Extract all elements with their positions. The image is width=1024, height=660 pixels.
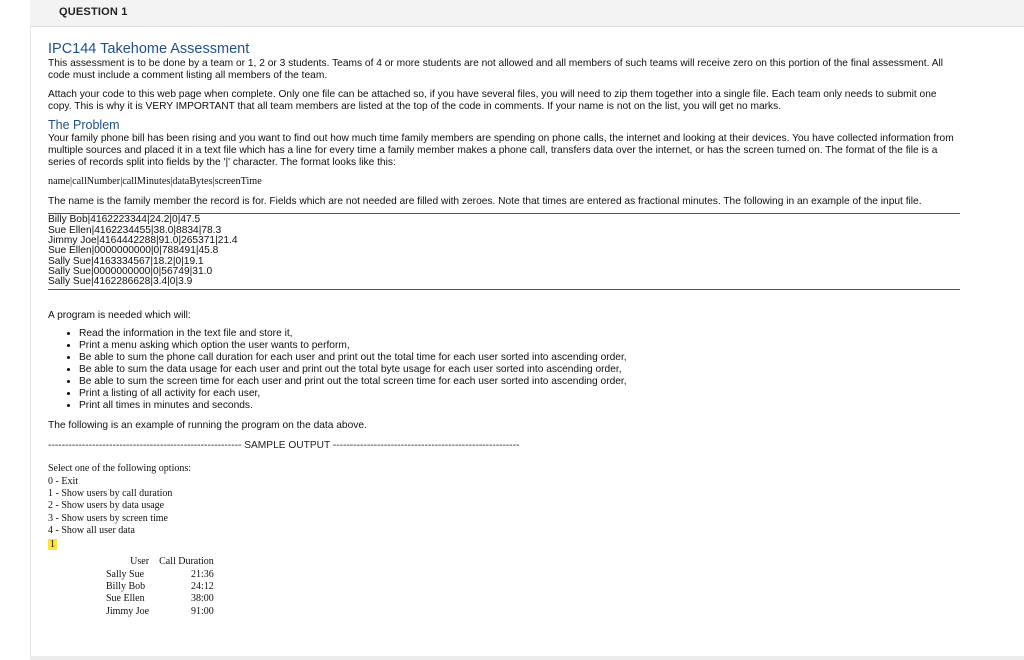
sample-output-separator: --------------------------------------------------------- SAMPLE OUTPUT ------------------------------------------------------- [48, 439, 520, 451]
intro-paragraph-2: Attach your code to this web page when complete. Only one file can be attached so, if you have several files, you will need to zip them together into a single file. Each team only needs to submit one copy. This is why it is VERY IMPORTANT that all team members are listed at the top of the code in comments. If your name is not on the list, you will get no marks. [48, 89, 937, 112]
data-line: Sally Sue|4163334567|18.2|0|19.1 [48, 255, 204, 267]
table-row [106, 581, 224, 593]
panel-border [30, 26, 31, 660]
question-label: QUESTION 1 [59, 6, 128, 18]
program-intro: A program is needed which will: [48, 310, 191, 322]
requirements-list [48, 328, 960, 412]
sample-menu [48, 463, 960, 537]
highlighted-user-choice: 1 [50, 538, 55, 550]
duration-cell: 38:00 [191, 593, 214, 605]
problem-heading: The Problem [48, 118, 120, 133]
call-duration-table [106, 556, 224, 618]
problem-paragraph: Your family phone bill has been rising and you want to find out how much time family members are spending on phone calls, the internet and looking at their devices. You have collected information from multiple sources and placed it in a text file which has a line for every time a family member makes a phone call, transfers data over the internet, or has the screen turned on. The format of the file is a series of records split into fields by the '|' character. The format looks like this: [48, 133, 954, 168]
list-item: • Print all times in minutes and seconds. [79, 400, 960, 412]
fields-paragraph: The name is the family member the record is for. Fields which are not needed are filled with zeroes. Note that times are entered as fractional minutes. The following in an example of the input file. [48, 195, 922, 207]
data-line: Sally Sue|4162286628|3.4|0|3.9 [48, 276, 193, 288]
table-row [106, 606, 224, 618]
record-format-line: name|callNumber|callMinutes|dataBytes|screenTime [48, 176, 262, 188]
data-line: Sue Ellen|4162234455|38.0|8834|78.3 [48, 224, 222, 236]
user-cell: Billy Bob [106, 581, 146, 593]
table-row [106, 569, 224, 581]
column-header-user: User [130, 556, 150, 568]
menu-option: 4 - Show all user data [48, 525, 135, 537]
data-line: Sue Ellen|0000000000|0|788491|45.8 [48, 245, 219, 257]
data-line: Jimmy Joe|4164442288|91.0|265371|21.4 [48, 234, 238, 246]
list-item: • Print a listing of all activity for each user, [79, 388, 960, 400]
user-cell: Sue Ellen [106, 593, 145, 605]
menu-option: 0 - Exit [48, 475, 78, 487]
user-cell: Jimmy Joe [106, 605, 150, 617]
column-header-call-duration: Call Duration [159, 556, 214, 568]
horizontal-scrollbar[interactable] [30, 656, 1024, 660]
menu-option: 3 - Show users by screen time [48, 512, 168, 524]
menu-option: 2 - Show users by data usage [48, 500, 165, 512]
duration-cell: 91:00 [191, 605, 214, 617]
duration-cell: 24:12 [191, 581, 214, 593]
list-item: • Be able to sum the data usage for each user and print out the total byte usage for each user sorted into ascending order, [79, 364, 960, 376]
assessment-title: IPC144 Takehome Assessment [48, 41, 250, 57]
menu-prompt: Select one of the following options: [48, 463, 192, 475]
input-file-example [48, 213, 960, 290]
question-header [30, 0, 1024, 27]
user-cell: Sally Sue [106, 568, 145, 580]
list-item: • Print a menu asking which option the user wants to perform, [79, 340, 960, 352]
list-item: • Be able to sum the phone call duration for each user and print out the total time for each user sorted into ascending order, [79, 352, 960, 364]
data-line: Sally Sue|0000000000|0|56749|31.0 [48, 265, 213, 277]
question-content [48, 40, 960, 618]
table-row [106, 593, 224, 605]
data-line: Billy Bob|4162223344|24.2|0|47.5 [48, 214, 201, 226]
list-item: • Be able to sum the screen time for each user and print out the total screen time for each user sorted into ascending order, [79, 376, 960, 388]
menu-option: 1 - Show users by call duration [48, 488, 173, 500]
duration-cell: 21:36 [191, 568, 214, 580]
example-paragraph: The following is an example of running the program on the data above. [48, 420, 367, 432]
intro-paragraph-1: This assessment is to be done by a team or 1, 2 or 3 students. Teams of 4 or more students are not allowed and all members of such teams will receive zero on this portion of the final assessment. All code must include a comment listing all members of the team. [48, 58, 944, 81]
list-item: • Read the information in the text file and store it, [79, 328, 960, 340]
